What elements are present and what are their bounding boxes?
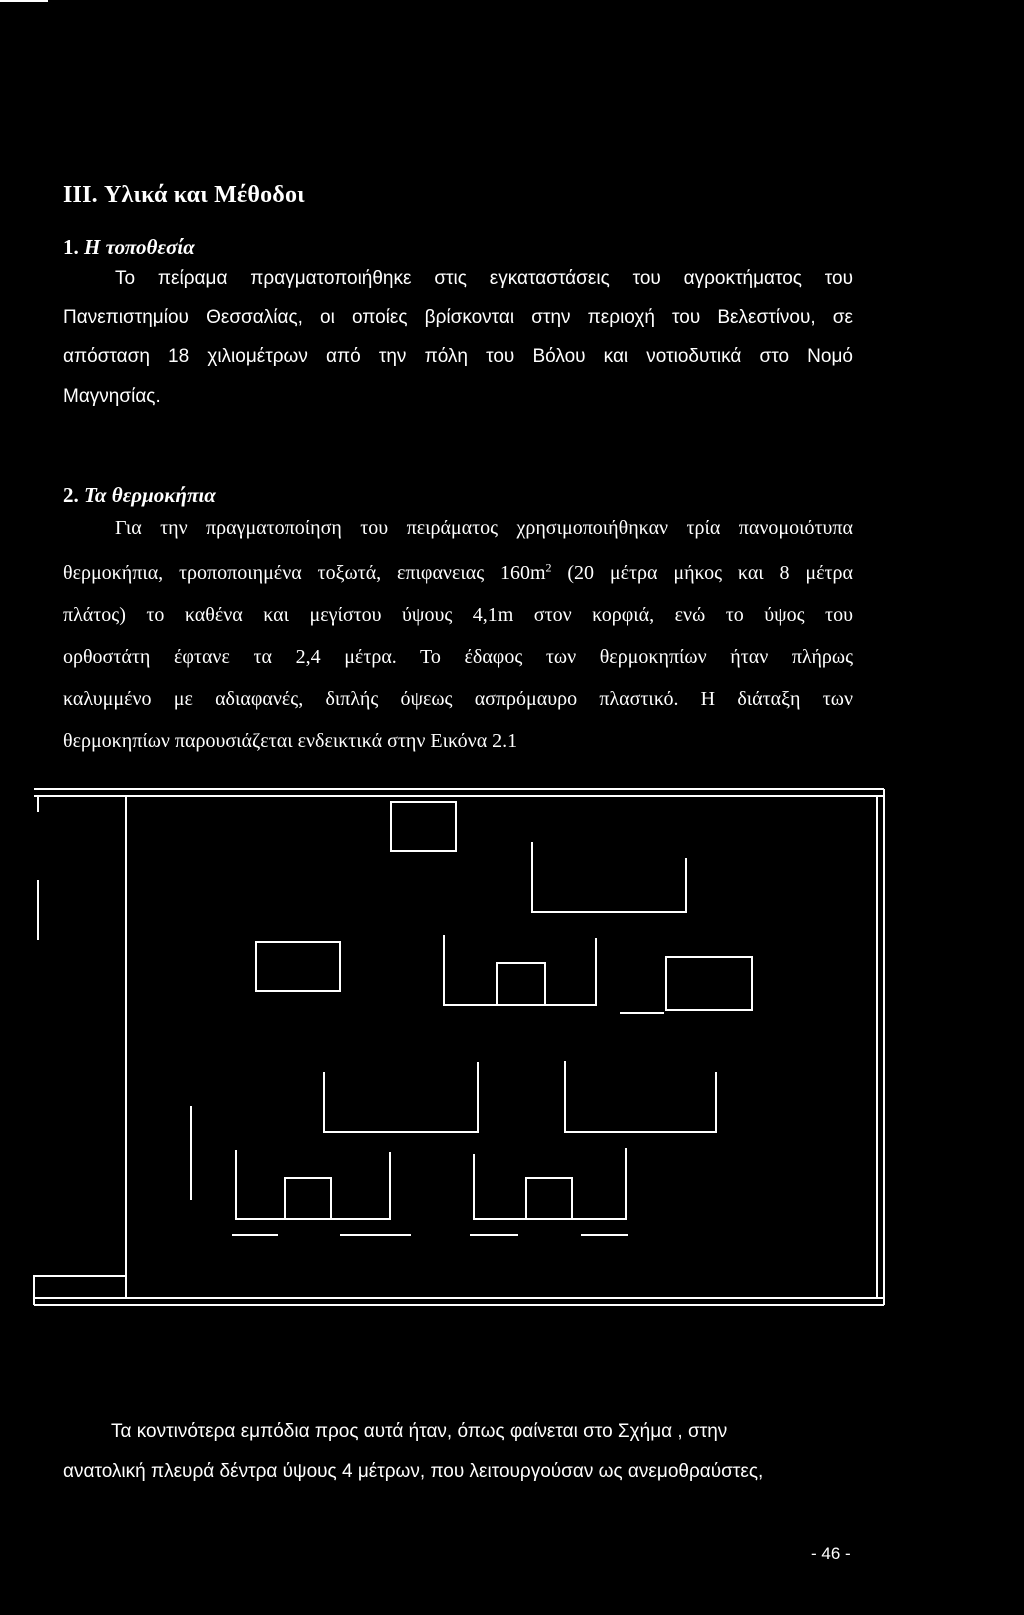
chapter-title: III. Υλικά και Μέθοδοι xyxy=(63,182,305,208)
greenhouse-bottom-left-door xyxy=(285,1178,331,1219)
section2-line-4: ορθοστάτη έφτανε τα 2,4 μέτρα. Το έδαφος των θερμοκηπίων ήταν πλήρως xyxy=(63,646,853,668)
section2-line-3: πλάτος) το καθένα και μεγίστου ύψους 4,1m στον κορφιά, ενώ το ύψος του xyxy=(63,604,853,626)
section2-line-1: Για την πραγματοποίηση του πειράματος χρησιμοποιήθηκαν τρία πανομοιότυπα xyxy=(115,517,853,539)
top-box xyxy=(391,802,456,851)
section2-line-5: καλυμμένο με αδιαφανές, διπλής όψεως ασπρόμαυρο πλαστικό. Η διάταξη των xyxy=(63,688,853,710)
page-number: - 46 - xyxy=(811,1544,851,1563)
section2-line-2-b: (20 μέτρα μήκος και 8 μέτρα xyxy=(551,562,853,584)
section2-line-6: θερμοκηπίων παρουσιάζεται ενδεικτικά στην Εικόνα 2.1 xyxy=(63,730,518,752)
superscript-2: 2 xyxy=(545,560,552,575)
section1-line-2: Πανεπιστημίου Θεσσαλίας, οι οποίες βρίσκονται στην περιοχή του Βελεστίνου, σε xyxy=(63,307,853,328)
section2-title: Τα θερμοκήπια xyxy=(84,483,216,507)
greenhouse-lower-left xyxy=(324,1062,478,1132)
greenhouse-bottom-left xyxy=(236,1150,390,1219)
section1-title: Η τοποθεσία xyxy=(84,235,195,259)
closing-line-2: ανατολική πλευρά δέντρα ύψους 4 μέτρων, που λειτουργούσαν ως ανεμοθραύστες, xyxy=(63,1461,764,1482)
section2-line-2-a: θερμοκήπια, τροποποιημένα τοξωτά, επιφανειας 160m xyxy=(63,562,546,584)
section2-number: 2. xyxy=(63,483,79,507)
left-box xyxy=(256,942,340,991)
greenhouse-bottom-right-door xyxy=(526,1178,572,1219)
greenhouse-middle xyxy=(444,935,596,1005)
greenhouse-middle-door xyxy=(497,963,545,1005)
section1-line-3: απόσταση 18 χιλιομέτρων από την πόλη του Βόλου και νοτιοδυτικά στο Νομό xyxy=(63,346,853,367)
section1-number: 1. xyxy=(63,235,79,259)
section1-line-4: Μαγνησίας. xyxy=(63,386,161,407)
greenhouse-upper xyxy=(532,842,686,912)
greenhouse-bottom-right xyxy=(474,1148,626,1219)
section1-line-1: Το πείραμα πραγματοποιήθηκε στις εγκαταστάσεις του αγροκτήματος του xyxy=(115,268,853,289)
closing-line-1: Τα κοντινότερα εμπόδια προς αυτά ήταν, όπως φαίνεται στο Σχήμα , στην xyxy=(111,1421,728,1442)
greenhouse-lower-right xyxy=(565,1061,716,1132)
right-box xyxy=(666,957,752,1010)
